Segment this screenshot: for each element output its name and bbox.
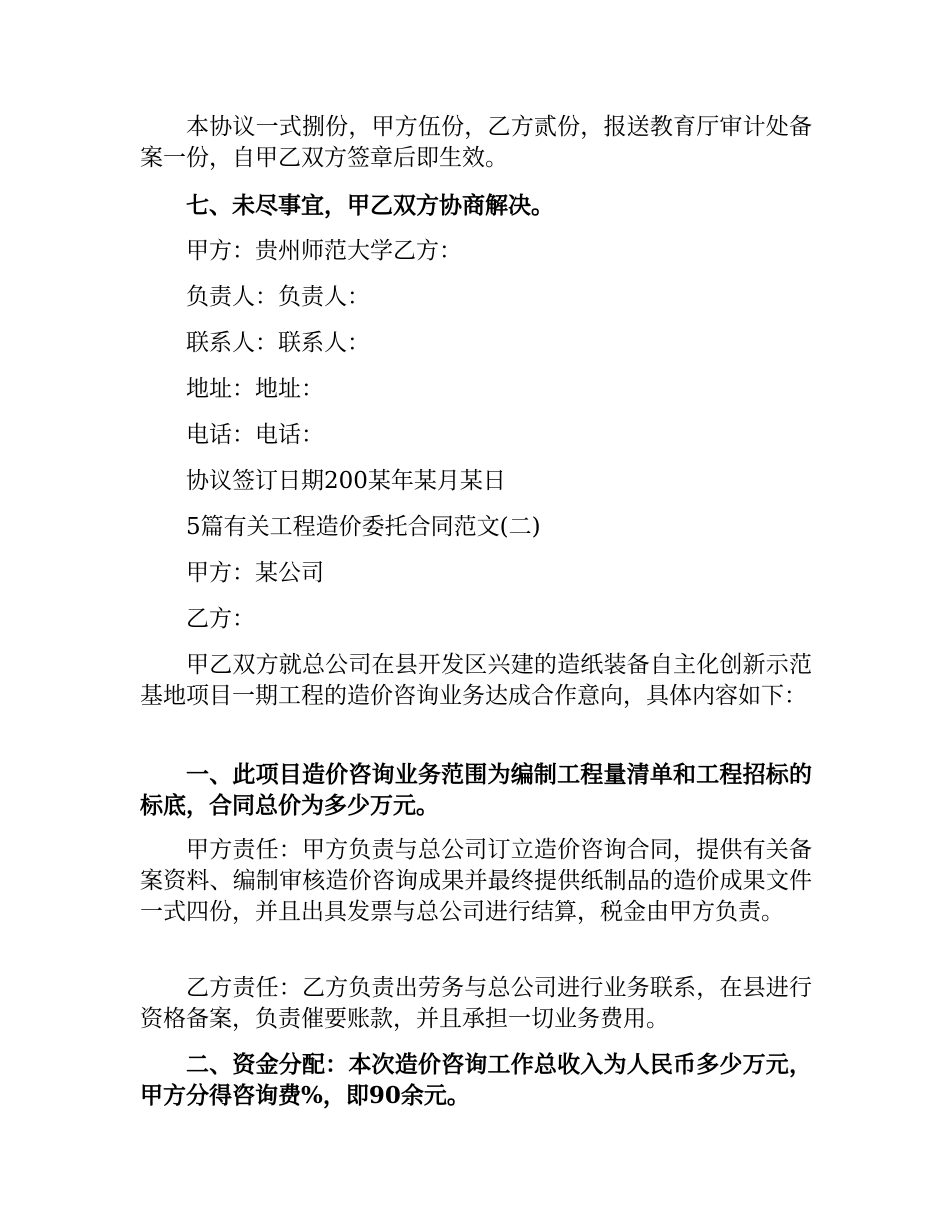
document-subtitle: 5篇有关工程造价委托合同范文(二) — [186, 514, 541, 540]
contact-person-line: 联系人：联系人： — [186, 330, 370, 356]
paragraph-intent: 甲乙双方就总公司在县开发区兴建的造纸装备自主化创新示范基地项目一期工程的造价咨询业务达成合作意向，具体内容如下： — [140, 652, 812, 709]
heading-section-two: 二、资金分配：本次造价咨询工作总收入为人民币多少万元，甲方分得咨询费%，即90余元。 — [140, 1051, 812, 1109]
responsible-person-line: 负责人：负责人： — [186, 284, 370, 310]
paragraph-party-a-duties: 甲方责任：甲方负责与总公司订立造价咨询合同，提供有关备案资料、编制审核造价咨询成果并最终提供纸制品的造价成果文件一式四份，并且出具发票与总公司进行结算，税金由甲方负责。 — [140, 837, 812, 925]
paragraph-party-b-duties: 乙方责任：乙方负责出劳务与总公司进行业务联系，在县进行资格备案，负责催要账款，并且承担一切业务费用。 — [140, 975, 812, 1032]
party-b-line: 乙方： — [186, 606, 255, 632]
address-line: 地址：地址： — [186, 376, 324, 402]
party-a-company-line: 甲方：某公司 — [186, 560, 324, 586]
party-a-line: 甲方：贵州师范大学乙方： — [186, 238, 462, 264]
paragraph-copies-effect: 本协议一式捌份，甲方伍份，乙方贰份，报送教育厅审计处备案一份，自甲乙双方签章后即生效。 — [140, 114, 812, 171]
heading-section-seven: 七、未尽事宜，甲乙双方协商解决。 — [186, 192, 554, 219]
phone-line: 电话：电话： — [186, 422, 324, 448]
heading-section-one: 一、此项目造价咨询业务范围为编制工程量清单和工程招标的标底，合同总价为多少万元。 — [140, 761, 812, 819]
signing-date-line: 协议签订日期200某年某月某日 — [186, 468, 506, 494]
